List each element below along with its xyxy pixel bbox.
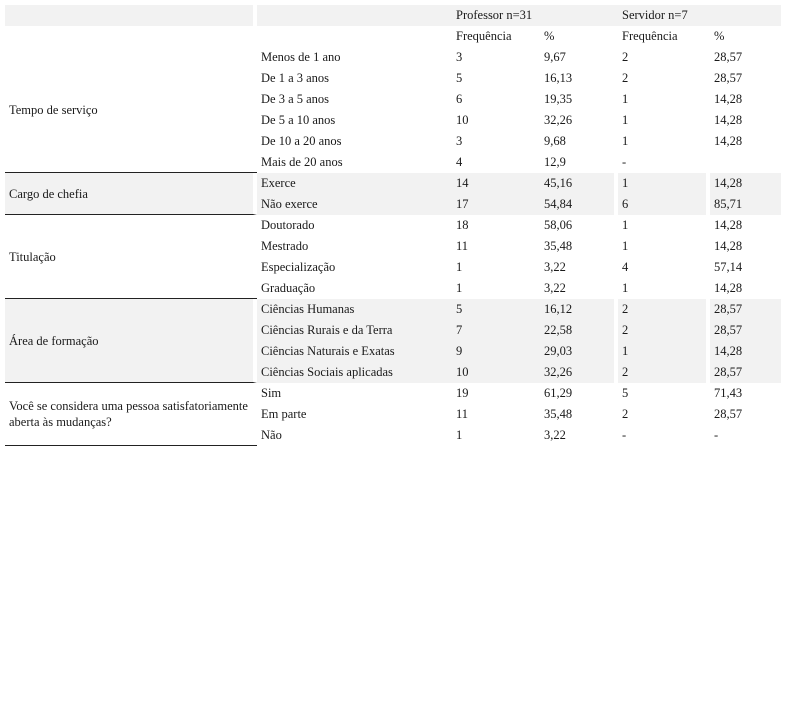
servidor-frequencia-cell: -: [622, 428, 627, 442]
professor-percent-cell: 22,58: [540, 320, 618, 341]
professor-frequencia-cell: 9: [452, 341, 540, 362]
header-blank-cell: [5, 26, 257, 47]
table-row: [5, 299, 781, 320]
group-label: Titulação: [5, 215, 257, 299]
header-professor: Professor n=31: [452, 5, 618, 26]
professor-percent-cell: 29,03: [540, 341, 618, 362]
servidor-percent-cell: 14,28: [714, 281, 743, 295]
servidor-frequencia-cell: 2: [618, 362, 710, 383]
servidor-frequencia-cell: 1: [622, 92, 629, 106]
servidor-percent-cell: 14,28: [714, 92, 743, 106]
servidor-percent-cell: 71,43: [714, 386, 743, 400]
servidor-frequencia-cell: 2: [618, 320, 710, 341]
professor-frequencia-cell: 7: [452, 320, 540, 341]
professor-percent-cell: 16,13: [544, 71, 573, 85]
table-row: [5, 383, 781, 404]
servidor-percent-cell: 85,71: [710, 194, 781, 215]
header-servidor-percent: %: [714, 29, 725, 43]
row-label: Mais de 20 anos: [261, 155, 343, 169]
professor-percent-cell: 3,22: [544, 260, 566, 274]
servidor-frequencia-cell: 1: [622, 218, 629, 232]
servidor-percent-cell: [710, 152, 781, 173]
servidor-percent-cell: 14,28: [714, 113, 743, 127]
header-blank-cell: [5, 5, 257, 26]
header-blank-cell: [257, 5, 452, 26]
servidor-percent-cell: 28,57: [710, 299, 781, 320]
row-label: De 1 a 3 anos: [261, 71, 330, 85]
servidor-frequencia-cell: 2: [622, 407, 629, 421]
servidor-frequencia-cell: -: [622, 155, 627, 169]
servidor-percent-cell: 28,57: [714, 50, 743, 64]
row-label: Mestrado: [261, 239, 309, 253]
professor-percent-cell: 32,26: [544, 113, 573, 127]
servidor-percent-cell: 28,57: [714, 407, 743, 421]
servidor-percent-cell: 57,14: [714, 260, 743, 274]
professor-percent-cell: 45,16: [540, 173, 618, 194]
header-professor-percent: %: [544, 29, 555, 43]
table-row: [5, 215, 781, 236]
servidor-frequencia-cell: 1: [622, 239, 629, 253]
professor-percent-cell: 35,48: [544, 407, 573, 421]
row-label: Exerce: [257, 173, 452, 194]
servidor-percent-cell: 14,28: [710, 173, 781, 194]
group-label: Cargo de chefia: [5, 173, 257, 215]
professor-frequencia-cell: 1: [456, 428, 463, 442]
professor-percent-cell: 16,12: [540, 299, 618, 320]
servidor-frequencia-cell: 1: [622, 113, 629, 127]
row-label: Graduação: [261, 281, 316, 295]
servidor-frequencia-cell: 1: [622, 134, 629, 148]
row-label: Doutorado: [261, 218, 315, 232]
row-label: Ciências Sociais aplicadas: [257, 362, 452, 383]
row-label: Não: [261, 428, 282, 442]
servidor-frequencia-cell: 1: [618, 173, 710, 194]
row-label: Ciências Naturais e Exatas: [257, 341, 452, 362]
servidor-frequencia-cell: 5: [622, 386, 629, 400]
professor-frequencia-cell: 4: [456, 155, 463, 169]
professor-frequencia-cell: 5: [452, 299, 540, 320]
row-label: Sim: [261, 386, 282, 400]
professor-frequencia-cell: 10: [456, 113, 469, 127]
row-label: Menos de 1 ano: [261, 50, 341, 64]
professor-percent-cell: 32,26: [540, 362, 618, 383]
row-label: Especialização: [261, 260, 336, 274]
group-label: Você se considera uma pessoa satisfatoriamente aberta às mudanças?: [5, 383, 257, 446]
row-label: Não exerce: [257, 194, 452, 215]
professor-percent-cell: 12,9: [544, 155, 566, 169]
professor-percent-cell: 54,84: [540, 194, 618, 215]
servidor-frequencia-cell: 6: [618, 194, 710, 215]
professor-percent-cell: 58,06: [544, 218, 573, 232]
professor-frequencia-cell: 5: [456, 71, 463, 85]
table-row: [5, 173, 781, 194]
servidor-percent-cell: 28,57: [710, 320, 781, 341]
servidor-percent-cell: 14,28: [714, 239, 743, 253]
servidor-percent-cell: 14,28: [714, 218, 743, 232]
header-servidor: Servidor n=7: [618, 5, 781, 26]
servidor-percent-cell: 28,57: [710, 362, 781, 383]
group-label: Tempo de serviço: [5, 47, 257, 173]
servidor-frequencia-cell: 2: [622, 50, 629, 64]
professor-frequencia-cell: 3: [456, 50, 463, 64]
servidor-frequencia-cell: 2: [622, 71, 629, 85]
row-label: De 3 a 5 anos: [261, 92, 330, 106]
group-label: Área de formação: [5, 299, 257, 383]
professor-frequencia-cell: 6: [456, 92, 463, 106]
servidor-percent-cell: 14,28: [710, 341, 781, 362]
professor-percent-cell: 9,68: [544, 134, 566, 148]
professor-frequencia-cell: 18: [456, 218, 469, 232]
servidor-frequencia-cell: 1: [622, 281, 629, 295]
professor-percent-cell: 19,35: [544, 92, 573, 106]
professor-percent-cell: 3,22: [544, 281, 566, 295]
professor-frequencia-cell: 17: [452, 194, 540, 215]
header-professor-frequencia: Frequência: [456, 29, 512, 43]
header-row-groups: [5, 5, 781, 26]
professor-frequencia-cell: 1: [456, 260, 463, 274]
professor-percent-cell: 3,22: [544, 428, 566, 442]
row-label: De 5 a 10 anos: [261, 113, 336, 127]
professor-frequencia-cell: 10: [452, 362, 540, 383]
row-label: Em parte: [261, 407, 307, 421]
servidor-frequencia-cell: 1: [618, 341, 710, 362]
servidor-frequencia-cell: 4: [622, 260, 629, 274]
professor-frequencia-cell: 11: [456, 239, 469, 253]
professor-percent-cell: 9,67: [544, 50, 566, 64]
servidor-percent-cell: 14,28: [714, 134, 743, 148]
row-label: Ciências Humanas: [257, 299, 452, 320]
professor-frequencia-cell: 1: [456, 281, 463, 295]
row-label: De 10 a 20 anos: [261, 134, 342, 148]
servidor-percent-cell: 28,57: [714, 71, 743, 85]
row-label: Ciências Rurais e da Terra: [257, 320, 452, 341]
professor-percent-cell: 61,29: [544, 386, 573, 400]
professor-percent-cell: 35,48: [544, 239, 573, 253]
professor-frequencia-cell: 14: [452, 173, 540, 194]
header-row-measures: [5, 26, 781, 47]
table-row: [5, 47, 781, 68]
header-servidor-frequencia: Frequência: [622, 29, 678, 43]
header-blank-cell: [257, 26, 452, 47]
servidor-frequencia-cell: 2: [618, 299, 710, 320]
professor-frequencia-cell: 3: [456, 134, 463, 148]
professor-frequencia-cell: 19: [456, 386, 469, 400]
data-table: [5, 5, 781, 446]
professor-frequencia-cell: 11: [456, 407, 469, 421]
servidor-percent-cell: -: [714, 428, 719, 442]
